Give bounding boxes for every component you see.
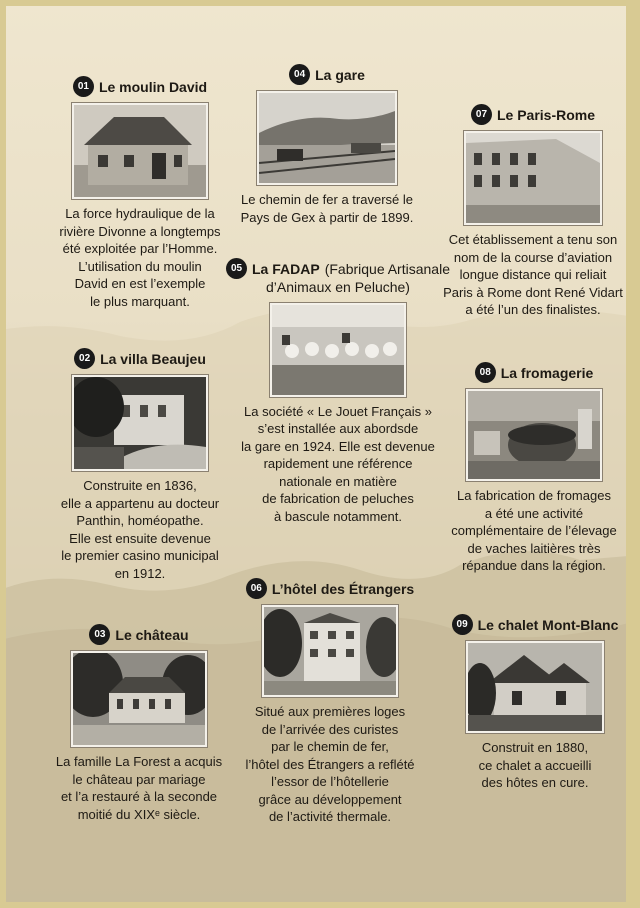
- item-title: Le moulin David: [98, 78, 208, 95]
- item-title-row: [36, 348, 244, 369]
- item-title-line2: d’Animaux en Peluche): [266, 279, 410, 295]
- item-title-row: [436, 362, 632, 383]
- item-description: La fabrication de fromages a été une activité complémentaire de l’élevage de vaches laitières très répandue dans la région.: [451, 488, 617, 573]
- number-badge: 06: [246, 578, 267, 599]
- photo-station: [257, 91, 397, 185]
- item-title: Le Paris-Rome: [496, 106, 596, 123]
- photo-hotel: [262, 605, 398, 697]
- photo-mill: [72, 103, 208, 199]
- item-title-row: [40, 76, 240, 97]
- item-title: Le château: [115, 626, 189, 643]
- item-moulin-david: [40, 76, 240, 310]
- photo-cheese: [466, 389, 602, 481]
- item-title-row: [232, 578, 428, 599]
- number-badge: 07: [471, 104, 492, 125]
- item-description: Le chemin de fer a traversé le Pays de Gex à partir de 1899.: [240, 192, 414, 225]
- item-chalet-mont-blanc: [438, 614, 632, 792]
- item-description: Cet établissement a tenu son nom de la course d’aviation longue distance qui reliait Paris à Rome dont René Vidart a été l’un des finalistes.: [443, 232, 623, 317]
- item-description: Situé aux premières loges de l’arrivée des curistes par le chemin de fer, l’hôtel des Étrangers a reflété l’essor de l’hôtellerie grâce au développement de l’activité thermale.: [245, 704, 415, 824]
- item-description: Construit en 1880, ce chalet a accueilli des hôtes en cure.: [478, 740, 592, 790]
- item-villa-beaujeu: [36, 348, 244, 582]
- item-title-row: [34, 624, 244, 645]
- item-title: La villa Beaujeu: [100, 350, 206, 367]
- item-title: L’hôtel des Étrangers: [271, 580, 415, 597]
- item-title-row: [438, 614, 632, 635]
- item-title: Le chalet Mont-Blanc: [477, 616, 619, 633]
- number-badge: 08: [475, 362, 496, 383]
- item-fadap: [222, 258, 454, 525]
- item-description: La famille La Forest a acquis le château par mariage et l’a restauré à la seconde moitié du XIXᵉ siècle.: [55, 754, 223, 822]
- photo-workshop: [270, 303, 406, 397]
- item-title: La fromagerie: [500, 364, 594, 381]
- item-paris-rome: [436, 104, 630, 319]
- number-badge: 09: [452, 614, 473, 635]
- item-description: La société « Le Jouet Français » s’est installée aux abordsde la gare en 1924. Elle est devenue rapidement une référence nationale en matière de fabrication de peluches à bascule notamment.: [241, 403, 435, 524]
- item-title-suffix: (Fabrique Artisanale: [324, 260, 450, 277]
- photo-chateau: [71, 651, 207, 747]
- item-chateau: [34, 624, 244, 823]
- item-gare: [232, 64, 422, 226]
- photo-chalet: [466, 641, 604, 733]
- item-title: La gare: [315, 66, 365, 83]
- photo-paris-rome: [464, 131, 602, 225]
- number-badge: 05: [226, 258, 247, 279]
- number-badge: 03: [89, 624, 110, 645]
- item-fromagerie: [436, 362, 632, 575]
- item-title-row: [232, 64, 422, 85]
- photo-villa: [72, 375, 208, 471]
- item-title-row: [436, 104, 630, 125]
- item-title-row: [222, 258, 454, 279]
- number-badge: 04: [289, 64, 310, 85]
- number-badge: 02: [74, 348, 95, 369]
- item-hotel-etrangers: [232, 578, 428, 826]
- item-description: La force hydraulique de la rivière Divonne a longtemps été exploitée par l’Homme. L’utilisation du moulin David en est l’exemple le plus marquant.: [59, 206, 221, 309]
- item-description: Construite en 1836, elle a appartenu au docteur Panthin, homéopathe. Elle est ensuite devenue le premier casino municipal en 1912.: [60, 478, 220, 581]
- number-badge: 01: [73, 76, 94, 97]
- item-title: La FADAP: [252, 260, 320, 277]
